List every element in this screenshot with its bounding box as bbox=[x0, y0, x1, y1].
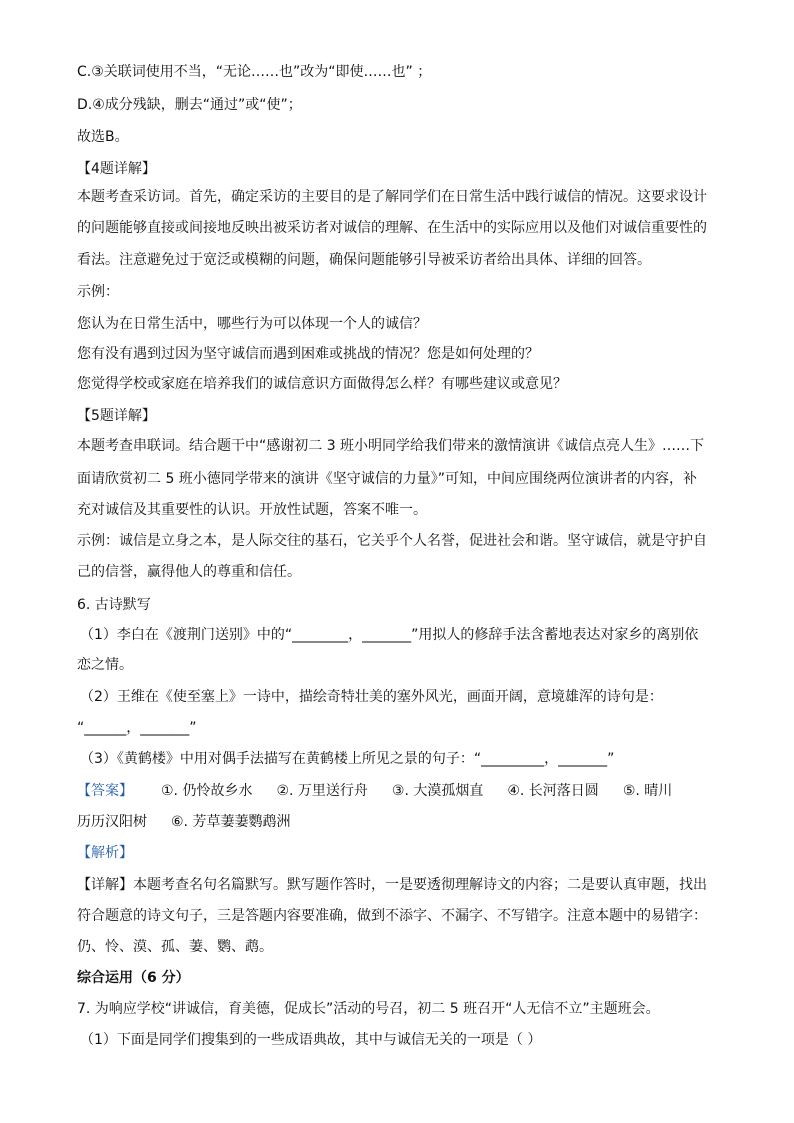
q5-example-line-1: 示例：诚信是立身之本，是人际交往的基石，它关乎个人名誉，促进社会和谐。坚守诚信，就是守护自 bbox=[77, 533, 707, 549]
analysis-line-1: 【详解】本题考查名句名篇默写。默写题作答时，一是要透彻理解诗文的内容；二是要认真审题，找出 bbox=[77, 877, 707, 893]
q6-part-3-line: （3）《黄鹤楼》中用对偶手法描写在黄鹤楼上所见之景的句子：“_________，_______” bbox=[80, 751, 615, 767]
section-heading: 综合运用（6 分） bbox=[77, 970, 190, 986]
answer-label: 【答案】 bbox=[77, 783, 133, 799]
q6-heading: 6. 古诗默写 bbox=[77, 597, 151, 613]
option-c-line: C.③关联词使用不当，“无论……也”改为“即使……也” ； bbox=[77, 64, 432, 80]
answer-item-5-continued: 历历汉阳树 bbox=[77, 814, 147, 830]
q4-example-question-2: 您有没有遇到过因为坚守诚信而遇到困难或挑战的情况？您是如何处理的？ bbox=[77, 346, 539, 362]
analysis-line-3: 仍、怜、漠、孤、萋、鹦、鹉。 bbox=[77, 939, 273, 955]
q5-text-line-3: 充对诚信及其重要性的认识。开放性试题，答案不唯一。 bbox=[77, 502, 427, 518]
answer-item-3: ③. 大漠孤烟直 bbox=[391, 783, 484, 799]
q5-text-line-1: 本题考查串联词。结合题干中“感谢初二 3 班小明同学给我们带来的激情演讲《诚信点亮人生》……下 bbox=[77, 438, 705, 454]
q5-text-line-2: 面请欣赏初二 5 班小德同学带来的演讲《坚守诚信的力量》”可知，中间应围绕两位演讲者的内容，补 bbox=[77, 471, 698, 487]
q6-part-1-line-1: （1）李白在《渡荆门送别》中的“________，_______”用拟人的修辞手法含蓄地表达对家乡的离别依 bbox=[80, 627, 699, 643]
q4-heading: 【4题详解】 bbox=[77, 161, 156, 177]
answer-line-2 bbox=[77, 813, 290, 831]
answer-item-6: ⑥. 芳草萋萋鹦鹉洲 bbox=[171, 814, 291, 830]
q6-part-1-line-2: 恋之情。 bbox=[77, 657, 133, 673]
analysis-heading: 【解析】 bbox=[77, 845, 133, 861]
q7-part-1: （1）下面是同学们搜集到的一些成语典故，其中与诚信无关的一项是（ ） bbox=[80, 1032, 542, 1048]
q4-example-label: 示例： bbox=[77, 284, 119, 300]
q4-text-line-1: 本题考查采访词。首先，确定采访的主要目的是了解同学们在日常生活中践行诚信的情况。这要求设计 bbox=[77, 189, 707, 205]
q5-heading: 【5题详解】 bbox=[77, 408, 156, 424]
answer-item-4: ④. 长河落日圆 bbox=[507, 783, 599, 799]
answer-item-2: ②. 万里送行舟 bbox=[276, 783, 368, 799]
choice-conclusion: 故选B。 bbox=[77, 129, 129, 145]
q4-example-question-1: 您认为在日常生活中，哪些行为可以体现一个人的诚信？ bbox=[77, 316, 427, 332]
q4-example-question-3: 您觉得学校或家庭在培养我们的诚信意识方面做得怎么样？有哪些建议或意见？ bbox=[77, 376, 567, 392]
answer-item-5: ⑤. 晴川 bbox=[622, 783, 673, 799]
answer-line-1 bbox=[77, 782, 672, 800]
q7-stem: 7. 为响应学校“讲诚信，育美德，促成长”活动的号召，初二 5 班召开“人无信不立”主题班会。 bbox=[77, 1001, 660, 1017]
option-d-line: D.④成分残缺，删去“通过”或“使”； bbox=[77, 97, 302, 113]
answer-item-1: ①. 仍怜故乡水 bbox=[161, 783, 253, 799]
q4-text-line-2: 的问题能够直接或间接地反映出被采访者对诚信的理解、在生活中的实际应用以及他们对诚信重要性的 bbox=[77, 220, 707, 236]
q6-part-2-line-2: “______，_______” bbox=[77, 720, 197, 736]
q5-example-line-2: 己的信誉，赢得他人的尊重和信任。 bbox=[77, 564, 301, 580]
q4-text-line-3: 看法。注意避免过于宽泛或模糊的问题，确保问题能够引导被采访者给出具体、详细的回答。 bbox=[77, 252, 651, 268]
analysis-line-2: 符合题意的诗文句子，三是答题内容要准确，做到不添字、不漏字、不写错字。注意本题中的易错字： bbox=[77, 908, 707, 924]
q6-part-2-line-1: （2）王维在《使至塞上》一诗中，描绘奇特壮美的塞外风光，画面开阔，意境雄浑的诗句是： bbox=[80, 689, 663, 705]
